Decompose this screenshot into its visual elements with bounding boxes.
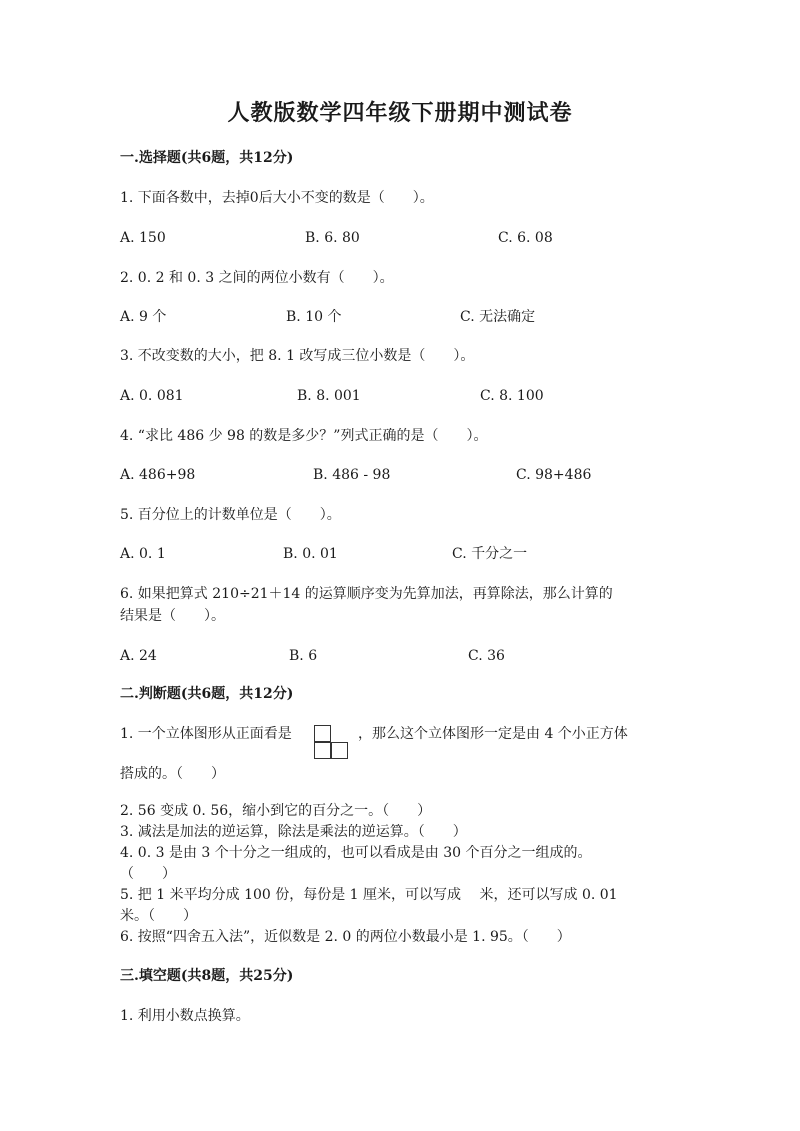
- front-view-figure: [314, 725, 349, 760]
- question-stem-cont: 米。（ ）: [120, 908, 197, 924]
- question-stem: 6. 按照“四舍五入法”，近似数是 2. 0 的两位小数最小是 1. 95。（ ）: [120, 929, 571, 945]
- option-c: C. 无法确定: [460, 309, 536, 325]
- option-c: C. 千分之一: [452, 546, 528, 562]
- option-c: C. 36: [468, 648, 505, 664]
- option-a: A. 0. 081: [120, 388, 184, 404]
- option-b: B. 6. 80: [305, 230, 360, 246]
- option-b: B. 486 - 98: [313, 467, 391, 483]
- option-c: C. 98+486: [516, 467, 592, 483]
- question-stem: 6. 如果把算式 210÷21＋14 的运算顺序变为先算加法，再算除法，那么计算的: [120, 586, 613, 602]
- question-stem: 4. 0. 3 是由 3 个十分之一组成的，也可以看成是由 30 个百分之一组成的。: [120, 845, 592, 861]
- section-heading-choice: 一.选择题(共6题，共12分): [120, 150, 294, 166]
- question-stem: 1. 利用小数点换算。: [120, 1008, 250, 1024]
- question-stem: 2. 0. 2 和 0. 3 之间的两位小数有（ ）。: [120, 270, 394, 286]
- figure-square: [314, 725, 331, 742]
- question-stem: 1. 下面各数中，去掉0后大小不变的数是（ ）。: [120, 190, 434, 206]
- question-stem-cont: ，那么这个立体图形一定是由 4 个小正方体: [358, 726, 628, 742]
- option-c: C. 8. 100: [480, 388, 544, 404]
- page-title: 人教版数学四年级下册期中测试卷: [227, 100, 573, 126]
- option-a: A. 486+98: [120, 467, 196, 483]
- figure-square: [331, 742, 348, 759]
- question-stem: 5. 把 1 米平均分成 100 份，每份是 1 厘米，可以写成 米，还可以写成 0. 01: [120, 887, 618, 903]
- option-a: A. 150: [120, 230, 166, 246]
- option-b: B. 10 个: [286, 309, 342, 325]
- option-a: A. 9 个: [120, 309, 167, 325]
- question-stem: 1. 一个立体图形从正面看是: [120, 726, 292, 742]
- question-stem-cont: 搭成的。（ ）: [120, 766, 225, 782]
- option-a: A. 0. 1: [120, 546, 166, 562]
- question-stem-cont: 结果是（ ）。: [120, 608, 225, 624]
- option-a: A. 24: [120, 648, 157, 664]
- option-c: C. 6. 08: [498, 230, 553, 246]
- question-stem: 2. 56 变成 0. 56，缩小到它的百分之一。（ ）: [120, 803, 432, 819]
- question-stem-cont: （ ）: [120, 866, 176, 882]
- option-b: B. 0. 01: [283, 546, 338, 562]
- section-heading-fill: 三.填空题(共8题，共25分): [120, 968, 294, 984]
- question-stem: 5. 百分位上的计数单位是（ ）。: [120, 507, 341, 523]
- question-stem: 3. 减法是加法的逆运算，除法是乘法的逆运算。（ ）: [120, 824, 467, 840]
- option-b: B. 8. 001: [297, 388, 361, 404]
- figure-square: [314, 742, 331, 759]
- question-stem: 3. 不改变数的大小，把 8. 1 改写成三位小数是（ ）。: [120, 348, 475, 364]
- option-b: B. 6: [289, 648, 318, 664]
- question-stem: 4. “求比 486 少 98 的数是多少？”列式正确的是（ ）。: [120, 428, 488, 444]
- section-heading-judge: 二.判断题(共6题，共12分): [120, 686, 294, 702]
